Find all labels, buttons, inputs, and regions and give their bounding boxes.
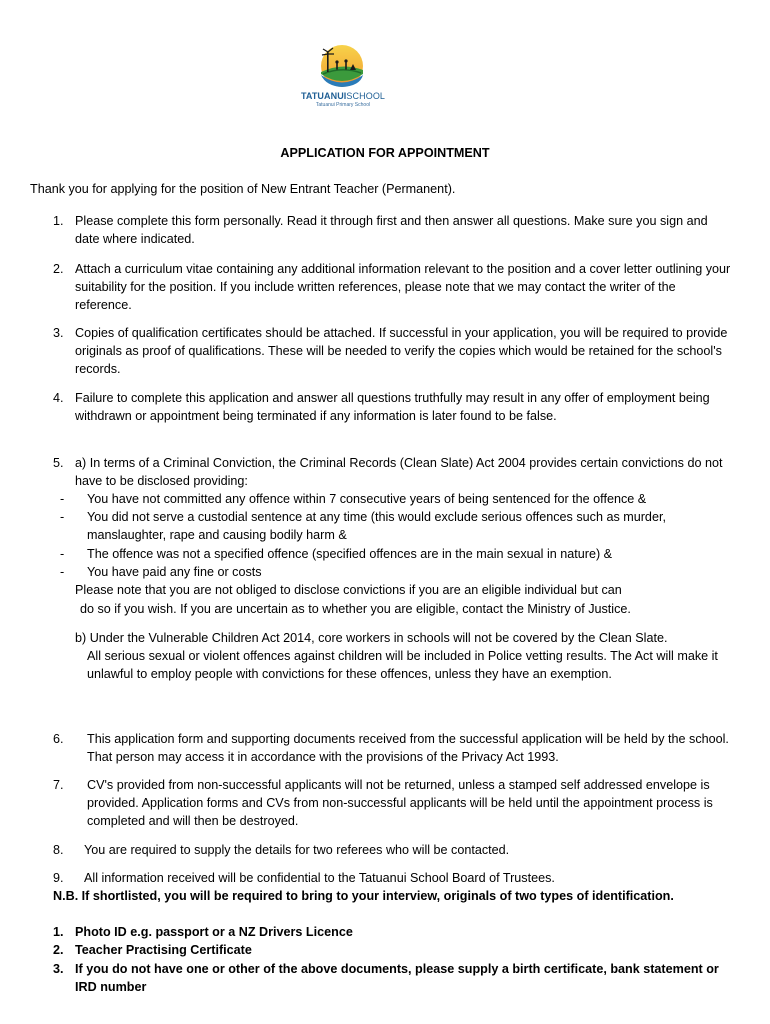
- list-item-number: 5.: [53, 456, 64, 470]
- note-line: Please note that you are not obliged to disclose convictions if you are an eligible individual but can: [75, 583, 622, 597]
- list-item: [53, 389, 733, 425]
- id-list-item: [53, 960, 733, 996]
- school-logo: [290, 44, 396, 110]
- list-item: [53, 776, 733, 830]
- school-name-thin: SCHOOL: [346, 91, 386, 101]
- condition-dash: -: [60, 510, 65, 524]
- list-item: [53, 212, 733, 248]
- list-item-number: 8.: [53, 843, 64, 857]
- list-item: [53, 841, 733, 859]
- list-item-number: 2.: [53, 262, 64, 276]
- condition-dash: -: [60, 547, 65, 561]
- list-item: [53, 324, 733, 378]
- list-item-text: Please complete this form personally. Read it through first and then answer all questions. Make sure you sign and date where indicated.: [75, 214, 708, 246]
- nb-note: N.B. If shortlisted, you will be required to bring to your interview, originals of two types of identification.: [53, 889, 674, 903]
- list-item-text: Failure to complete this application and answer all questions truthfully may result in any offer of employment being withdrawn or appointment being terminated if any information is later found to be false.: [75, 391, 710, 423]
- list-item-number: 6.: [53, 732, 64, 746]
- condition-item: [60, 490, 740, 508]
- logo-emblem-icon: [290, 44, 396, 92]
- list-item-text: You are required to supply the details for two referees who will be contacted.: [84, 843, 510, 857]
- list-item-text: a) In terms of a Criminal Conviction, the Criminal Records (Clean Slate) Act 2004 provides certain convictions do not have to be disclosed providing:: [75, 456, 723, 488]
- id-list-item: [53, 923, 733, 941]
- id-list-number: 2.: [53, 943, 64, 957]
- item-5b-text: [75, 629, 733, 683]
- page-title: APPLICATION FOR APPOINTMENT: [280, 146, 490, 160]
- id-list-text: If you do not have one or other of the above documents, please supply a birth certificate, bank statement or IRD number: [75, 962, 719, 994]
- list-item-text: This application form and supporting documents received from the successful application will be held by the school. That person may access it in accordance with the provisions of the Privacy Act 1993.: [87, 732, 729, 764]
- school-name: [290, 91, 396, 101]
- condition-dash: -: [60, 492, 65, 506]
- id-list-text: Photo ID e.g. passport or a NZ Drivers Licence: [75, 925, 353, 939]
- list-item-text: Attach a curriculum vitae containing any additional information relevant to the position and a cover letter outlining your suitability for the position. If you include written references, please note that we may contact the writer of the reference.: [75, 262, 731, 312]
- id-list-text: Teacher Practising Certificate: [75, 943, 252, 957]
- condition-text: You have paid any fine or costs: [87, 565, 262, 579]
- item-5b-extra: All serious sexual or violent offences against children will be included in Police vetting results. The Act will make it unlawful to employ people with convictions for these offences, unless they have an exemption.: [87, 649, 718, 681]
- list-item: [53, 454, 733, 490]
- list-item-number: 1.: [53, 214, 64, 228]
- list-item-text: All information received will be confidential to the Tatuanui School Board of Trustees.: [84, 871, 555, 885]
- list-item-number: 9.: [53, 871, 64, 885]
- condition-item: [60, 545, 740, 563]
- condition-item: [60, 508, 740, 544]
- list-item-text: Copies of qualification certificates should be attached. If successful in your application, you will be required to provide originals as proof of qualifications. These will be needed to verify the copies which would be retained for the school's records.: [75, 326, 728, 376]
- note-line: do so if you wish. If you are uncertain as to whether you are eligible, contact the Ministry of Justice.: [80, 602, 631, 616]
- list-item: [53, 730, 733, 766]
- condition-text: You have not committed any offence within 7 consecutive years of being sentenced for the offence &: [87, 492, 647, 506]
- list-item-number: 7.: [53, 778, 64, 792]
- list-item: [53, 260, 733, 314]
- id-list-number: 3.: [53, 962, 64, 976]
- list-item-number: 4.: [53, 391, 64, 405]
- condition-item: [60, 563, 740, 581]
- school-name-bold: TATUANUI: [300, 91, 347, 101]
- list-item-text: CV's provided from non-successful applicants will not be returned, unless a stamped self addressed envelope is provided. Application forms and CVs from non-successful applicants will be held until the appointment process is completed and will then be destroyed.: [87, 778, 713, 828]
- item-5b-body: b) Under the Vulnerable Children Act 2014, core workers in schools will not be covered by the Clean Slate.: [75, 631, 668, 645]
- list-item: [53, 869, 733, 887]
- condition-text: You did not serve a custodial sentence at any time (this would exclude serious offences such as murder, manslaughter, rape and causing bodily harm &: [87, 510, 666, 542]
- list-item-number: 3.: [53, 326, 64, 340]
- condition-dash: -: [60, 565, 65, 579]
- school-tagline: Tatuanui Primary School: [315, 102, 371, 108]
- condition-text: The offence was not a specified offence (specified offences are in the main sexual in nature) &: [87, 547, 613, 561]
- id-list-number: 1.: [53, 925, 64, 939]
- intro-text: Thank you for applying for the position of New Entrant Teacher (Permanent).: [30, 182, 456, 196]
- id-list-item: [53, 941, 733, 959]
